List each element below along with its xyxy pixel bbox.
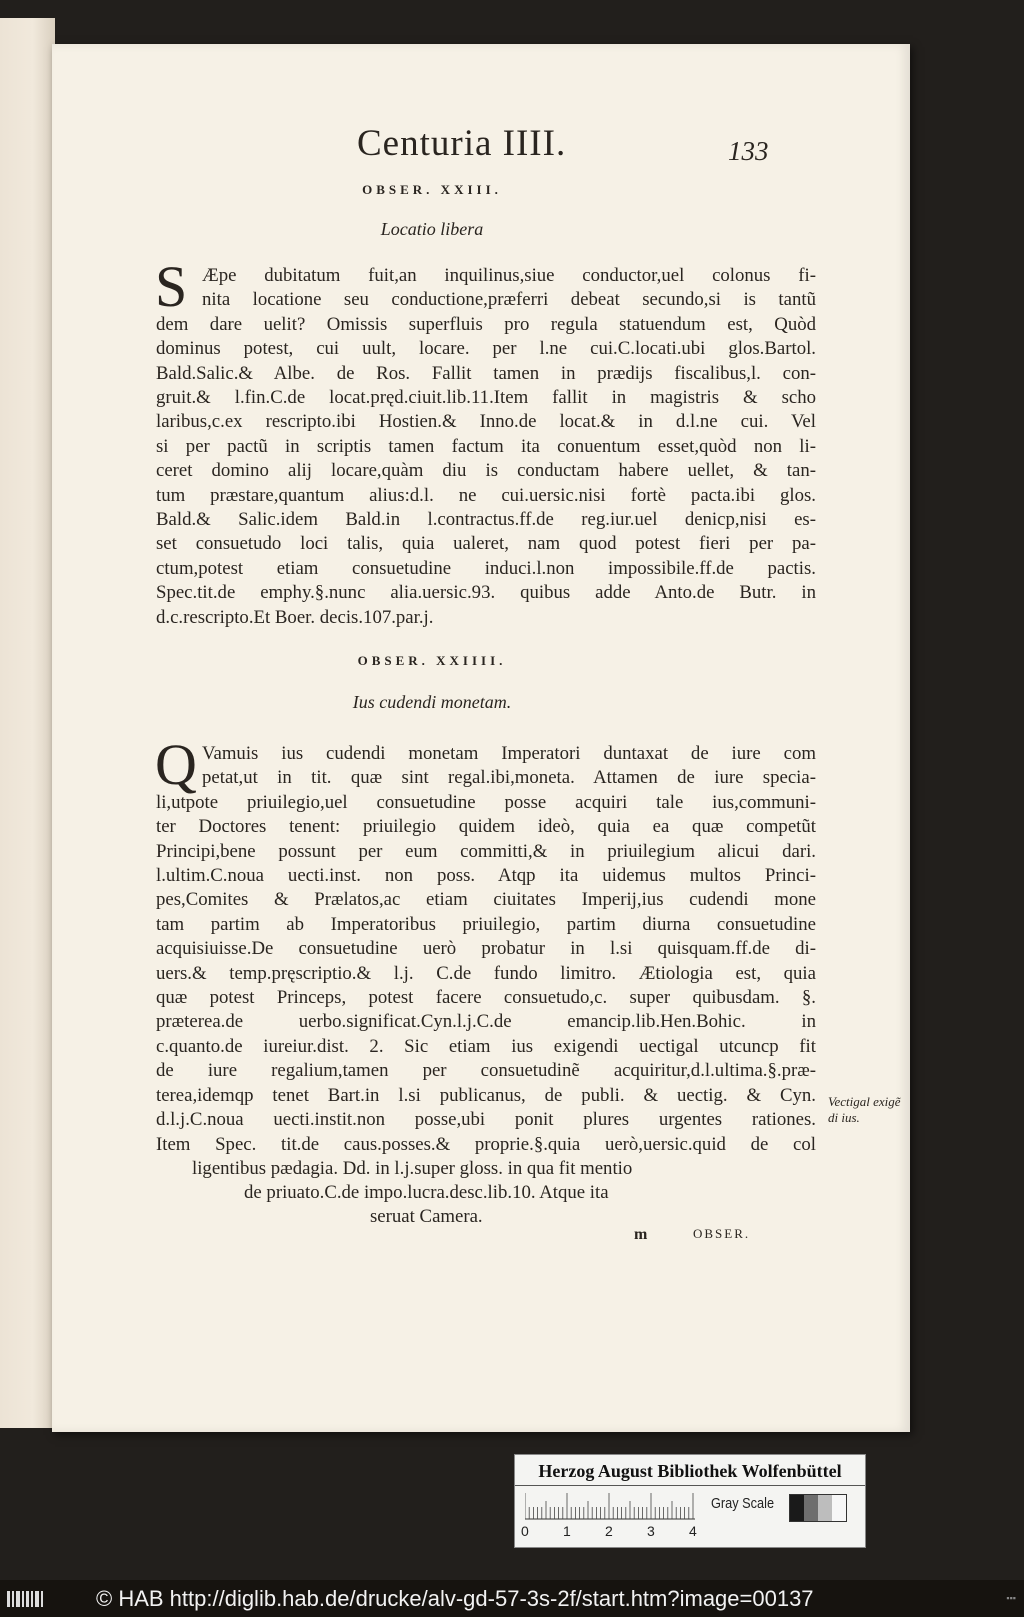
gray-swatch — [790, 1495, 804, 1521]
drop-initial: S — [155, 254, 188, 319]
color-reference-card — [514, 1454, 866, 1548]
observation-body — [155, 732, 816, 1157]
text-line: præterea.de uerbo.significat.Cyn.l.j.C.de emancip.lib.Hen.Bohic. in — [156, 1011, 816, 1033]
text-line: Vamuis ius cudendi monetam Imperatori duntaxat de iure com — [202, 743, 816, 764]
observation-heading: OBSER. XXIII. — [362, 182, 502, 197]
text-line: set consuetudo loci talis, quia ualeret, nam quod potest fieri per pa- — [156, 533, 816, 555]
gray-swatch — [804, 1495, 818, 1521]
footer-bar — [0, 1580, 1024, 1617]
text-line: dominus potest, cui uult, locare. per l.ne cui.C.locati.ubi glos.Bartol. — [156, 338, 816, 360]
text-line: terea,idemqp tenet Bart.in l.si publicanus, de publi. & uectig. & Cyn. — [156, 1084, 816, 1106]
text-line: d.l.j.C.noua uecti.instit.non posse,ubi ponit plures urgentes rationes. — [156, 1109, 816, 1131]
ruler-number: 3 — [647, 1523, 655, 1539]
text-line: ctum,potest etiam consuetudine induci.l.non impossibile.ff.de pactis. — [156, 557, 816, 579]
source-link[interactable]: © HAB http://diglib.hab.de/drucke/alv-gd-57-3s-2f/start.htm?image=00137 — [96, 1586, 814, 1611]
text-line: pes,Comites & Prælatos,ac etiam ciuitates Imperij,ius cudendi mone — [156, 889, 816, 911]
text-line: ceret domino alij locare,quàm diu is conductam habere uellet, & tan- — [156, 460, 816, 482]
gray-swatch — [818, 1495, 832, 1521]
text-line: tum præstare,quantum alius:d.l. ne cui.uersic.nisi fortè pacta.ibi glos. — [156, 484, 816, 506]
ruler-scale — [525, 1491, 705, 1521]
text-line: Bald.Salic.& Albe. de Ros. Fallit tamen in prædijs fiscalibus,l. con- — [156, 362, 816, 384]
text-line: ter Doctores tenent: priuilegio quidem ideò, quia ea quæ competũt — [156, 816, 816, 838]
observation-heading: OBSER. XXIIII. — [357, 653, 507, 668]
text-line: Spec.tit.de emphy.§.nunc alia.uersic.93. quibus adde Anto.de Butr. in — [156, 582, 816, 604]
signature-mark: m — [634, 1226, 648, 1243]
gray-scale-swatches — [789, 1494, 847, 1522]
marginal-note-line: di ius. — [828, 1110, 860, 1125]
text-line: acquisiuisse.De consuetudine uerò probatur in l.si quisquam.ff.de di- — [156, 938, 816, 960]
text-line: Bald.& Salic.idem Bald.in l.contractus.ff.de reg.iur.uel denicp,nisi es- — [156, 509, 816, 531]
observation-title: Locatio libera — [380, 219, 484, 239]
gray-swatch — [832, 1495, 846, 1521]
observation-title: Ius cudendi monetam. — [352, 692, 512, 712]
text-line: dem dare uelit? Omissis superfluis pro regula statuendum est, Quòd — [156, 313, 816, 335]
text-line: si per pactũ in scriptis tamen factum ita conuentum esset,quòd non li- — [156, 435, 816, 457]
ruler-number: 0 — [521, 1523, 529, 1539]
running-head: Centuria IIII. — [357, 123, 567, 164]
body-tail-line: ligentibus pædagia. Dd. in l.j.super gloss. in qua fit mentio — [192, 1158, 633, 1179]
text-line: Æpe dubitatum fuit,an inquilinus,siue conductor,uel colonus fi- — [202, 265, 816, 286]
book-page — [52, 44, 910, 1432]
text-line: laribus,c.ex rescripto.ibi Hostien.& Inno.de locat.& in d.l.ne cui. Vel — [156, 411, 816, 433]
page-number: 133 — [728, 136, 769, 166]
marginal-note — [828, 1094, 918, 1126]
footer-corner-mark: ▪▪▪ — [1006, 1593, 1016, 1603]
text-line: uers.& temp.pręscriptio.& l.j. C.de fundo limitro. Ætiologia est, quia — [156, 962, 816, 984]
text-line: de iure regalium,tamen per consuetudinẽ acquiritur,d.l.ultima.§.præ- — [156, 1060, 816, 1082]
text-line: gruit.& l.fin.C.de locat.pręd.ciuit.lib.11.Item fallit in magistris & scho — [156, 387, 816, 409]
text-line: c.quanto.de iureiur.dist. 2. Sic etiam ius exigendi uectigal utcuncp fit — [156, 1035, 816, 1057]
observation-body — [155, 254, 816, 630]
text-line: l.ultim.C.noua uecti.inst. non poss. Atqp ita uidemus multos Princi- — [156, 865, 816, 887]
hab-logo-icon — [6, 1589, 44, 1609]
facing-page-edge — [0, 18, 55, 1428]
gray-scale-label: Gray Scale — [711, 1495, 775, 1512]
text-line: quæ potest Princeps, potest facere consuetudo,c. super quibusdam. §. — [156, 987, 816, 1009]
body-tail-line: seruat Camera. — [370, 1206, 483, 1227]
catchword: OBSER. — [693, 1226, 751, 1241]
body-tail-line: de priuato.C.de impo.lucra.desc.lib.10. Atque ita — [244, 1182, 609, 1203]
text-line: Item Spec. tit.de caus.posses.& proprie.§.quia uerò,uersic.quid de col — [156, 1133, 816, 1155]
text-line: li,utpote priuilegio,uel consuetudine posse acquiri tale ius,communi- — [156, 791, 816, 813]
text-line: tam partim ab Imperatoribus priuilegio, partim diurna consuetudine — [156, 913, 816, 935]
marginal-note-line: Vectigal exigẽ — [828, 1094, 901, 1109]
text-line: d.c.rescripto.Et Boer. decis.107.par.j. — [156, 606, 434, 628]
text-line: Principi,bene possunt per eum committi,& in priuilegium alicui dari. — [156, 840, 816, 862]
drop-initial: Q — [155, 732, 197, 797]
card-title: Herzog August Bibliothek Wolfenbüttel — [515, 1457, 865, 1486]
ruler-number: 4 — [689, 1523, 697, 1539]
ruler-number: 2 — [605, 1523, 613, 1539]
ruler-number: 1 — [563, 1523, 571, 1539]
text-line: nita locatione seu conductione,præferri debeat secundo,si is tantũ — [202, 289, 816, 311]
text-line: petat,ut in tit. quæ sint regal.ibi,moneta. Attamen de iure specia- — [202, 767, 816, 789]
